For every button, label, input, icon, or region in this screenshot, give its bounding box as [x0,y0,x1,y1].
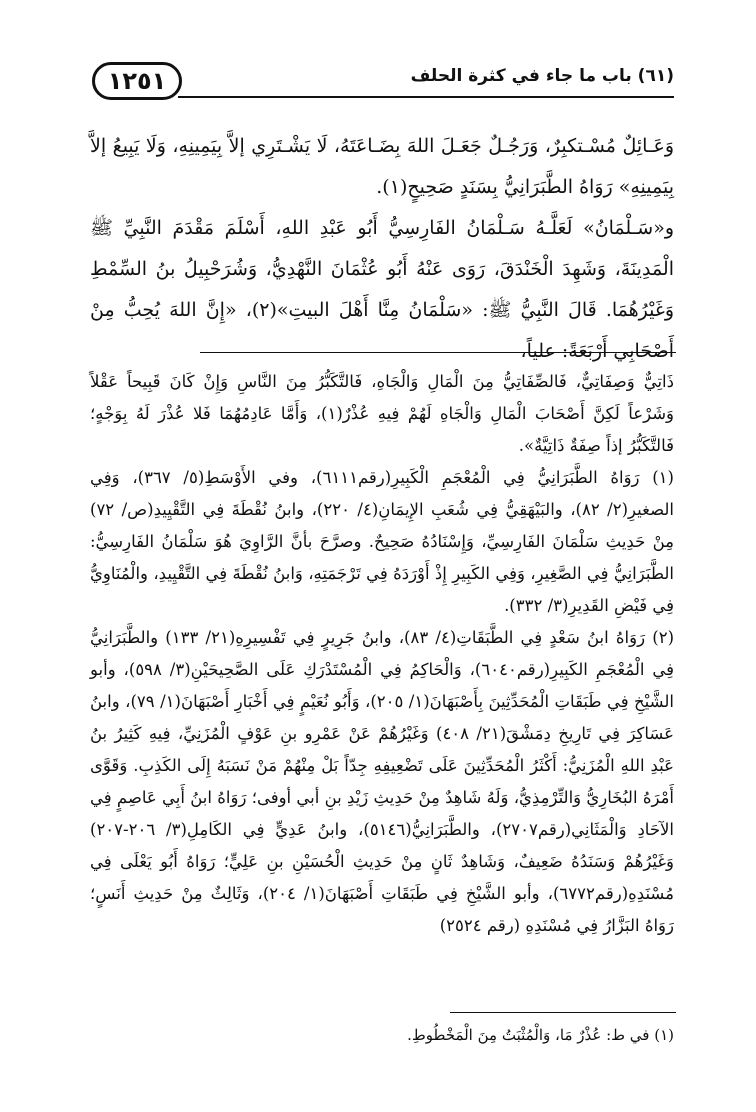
main-text [90,126,674,372]
page-number: ١٢٥١ [92,62,182,100]
main-paragraph-1: وَعَـائِلٌ مُسْـتكبِرٌ، وَرَجُـلٌ جَعَـلَ اللهَ بِضَـاعَتَهُ، لَا يَشْـتَرِي إلاَّ بِيَمِينِهِ، وَلَا يَبِيعُ إلاَّ بِيَمِينِهِ» رَوَاهُ الطَّبَرَانِيُّ بِسَنَدٍ صَحِيحٍ(١). [90,135,674,198]
footnote-separator [200,352,676,353]
footnote-continuation: ذَاتِيٌّ وَصِفَاتِيٌّ، فَالصِّفَاتِيُّ مِنَ الْمَالِ وَالْجَاهِ، فَالتَّكَبُّرُ مِنَ النَّاسِ وَإِنْ كَانَ قَبِيحاً عَقْلاً وَشَرْعاً لَكِنَّ أَصْحَابَ الْمَالِ وَالْجَاهِ لَهُمْ فِيهِ عُذْرٌ(١)، وَأَمَّا عَادِمُهُمَا فَلا عُذْرَ لَهُ بِوَجْهٍ؛ فَالتَّكَبُّرُ إذاً صِفَةٌ ذَاتِيَّةٌ». [90,372,674,455]
manuscript-note: (١) في ط: عُذْرٌ مَا، وَالْمُثْبَتُ مِنَ الْمَخْطُوطِ. [407,1026,674,1044]
footnote-1: (١) رَوَاهُ الطَّبَرَانِيُّ فِي الْمُعْجَمِ الْكَبِيرِ(رقم٦١١١)، وفي الأَوْسَطِ(٥/ ٣٦٧)، وَفِي الصغيرِ(٢/ ٨٢)، والبَيْهَقِيُّ فِي شُعَبِ الإِيمَانِ(٤/ ٢٢٠)، وابنُ نُقْطَةَ فِي التَّقْيِيدِ(ص/ ٧٢) مِنْ حَدِيثِ سَلْمَانَ الفَارِسِيِّ، وَإِسْنَادُهُ صَحِيحٌ. وصرَّحَ بأنَّ الرَّاوِيَ هُوَ سَلْمَانُ الفَارِسِيُّ: الطَّبَرَانِيُّ فِي الصَّغِيرِ، وَفِي الكَبِيرِ إِذْ أَوْرَدَهُ فِي تَرْجَمَتِهِ، وَابنُ نُقْطَةَ فِي التَّقْيِيدِ، والْمُنَاوِيُّ فِي فَيْضِ القَدِيرِ(٣/ ٣٣٢). [90,468,674,615]
footnotes [90,366,674,942]
footnote-2: (٢) رَوَاهُ ابنُ سَعْدٍ فِي الطَّبَقَاتِ(٤/ ٨٣)، وابنُ جَرِيرٍ فِي تَفْسِيرِهِ(٢١/ ١٣٣) والطَّبَرَانِيُّ فِي الْمُعْجَمِ الكَبِيرِ(رقم٦٠٤٠)، وَالْحَاكِمُ فِي الْمُسْتَدْرَكِ عَلَى الصَّحِيحَيْنِ(٣/ ٥٩٨)، وأبو الشَّيْخِ فِي طَبَقَاتِ الْمُحَدِّثِينَ بِأَصْبَهَانَ(١/ ٢٠٥)، وَأَبُو نُعَيْمٍ فِي أَخْبَارِ أَصْبَهَانَ(١/ ٧٩)، وابنُ عَسَاكِرَ فِي تَارِيخِ دِمَشْقَ(٢١/ ٤٠٨) وَغَيْرُهُمْ عَنْ عَمْرِو بنِ عَوْفٍ الْمُزَنِيِّ، فِيهِ كَثِيرُ بنُ عَبْدِ اللهِ الْمُزَنِيُّ: أَكْثَرُ الْمُحَدِّثِينَ عَلَى تَضْعِيفِهِ جِدّاً بَلْ مِنْهُمْ مَنْ نَسَبَهُ إِلَى الكَذِبِ. وَقَوَّى أَمْرَهُ البُخَارِيُّ وَالتِّرْمِذِيُّ، وَلَهُ شَاهِدٌ مِنْ حَدِيثِ زَيْدِ بنِ أبي أوفى؛ رَوَاهُ ابنُ أَبِي عَاصِمٍ فِي الآحَادِ وَالْمَثَانِي(رقم٢٧٠٧)، والطَّبَرَانِيُّ(٥١٤٦)، وابنُ عَدِيٍّ فِي الكَامِلِ(٣/ ٢٠٦-٢٠٧) وَغَيْرُهُمْ وَسَنَدُهُ ضَعِيفٌ، وَشَاهِدٌ ثَانٍ مِنْ حَدِيثِ الْحُسَيْنِ بنِ عَلِيٍّ؛ رَوَاهُ أَبُو يَعْلَى فِي مُسْنَدِهِ(رقم٦٧٧٢)، وأبو الشَّيْخِ فِي طَبَقَاتِ أَصْبَهَانَ(١/ ٢٠٤)، وَثَالِثٌ مِنْ حَدِيثِ أَنَسٍ؛ رَوَاهُ البَزَّارُ فِي مُسْنَدِهِ (رقم ٢٥٢٤) [90,628,675,935]
running-title: (٦١) باب ما جاء في كثرة الحلف [410,66,674,86]
main-paragraph-2: و«سَـلْمَانُ» لَعَلَّـهُ سَـلْمَانُ الفَارِسِيُّ أَبُو عَبْدِ اللهِ، أَسْلَمَ مَقْدَمَ النَّبِيِّ ﷺ الْمَدِينَةَ، وَشَهِدَ الْخَنْدَقَ، رَوَى عَنْهُ أَبُو عُثْمَانَ النَّهْدِيُّ، وَشُرَحْبِيلُ بنُ السِّمْطِ وَغَيْرُهُمَا. قَالَ النَّبِيُّ ﷺ: «سَلْمَانُ مِنَّا أَهْلَ البيتِ»(٢)، «إِنَّ اللهَ يُحِبُّ مِنْ أَصْحَابِي أَرْبَعَةً: علياً، [90,217,674,362]
manuscript-separator [450,1012,676,1013]
header-rule [178,96,674,98]
page-header [92,62,674,106]
